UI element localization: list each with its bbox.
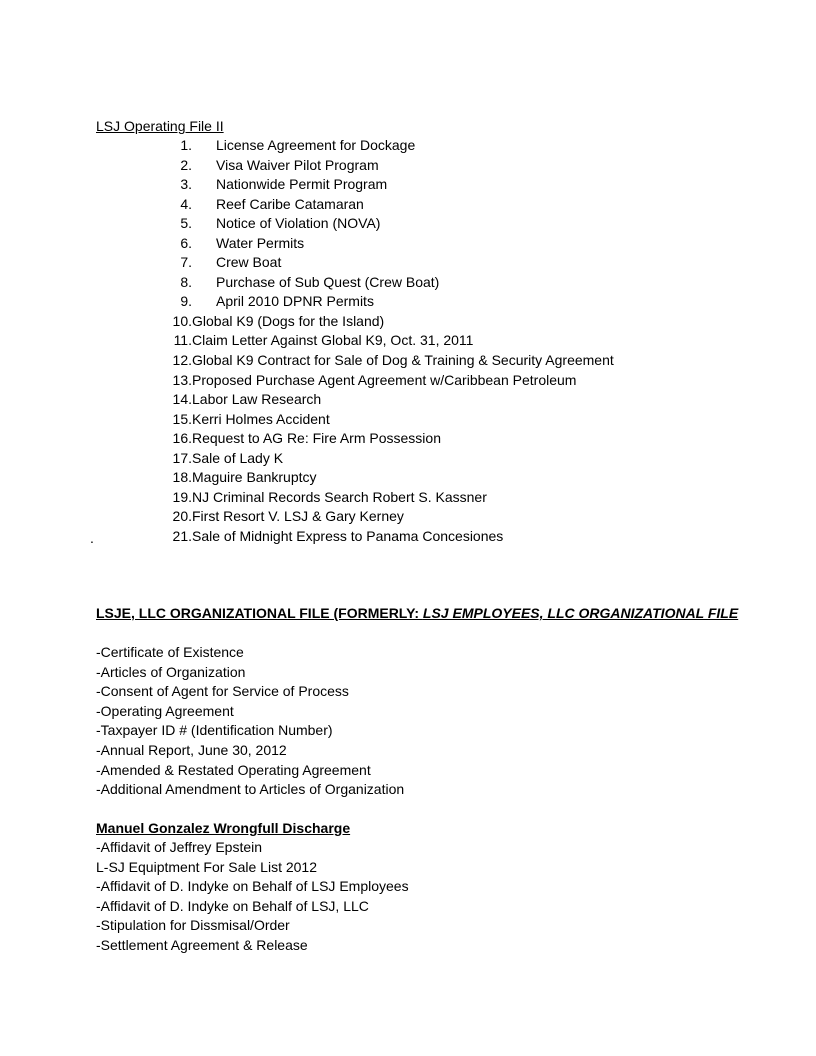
list-item: -Additional Amendment to Articles of Organization [96, 781, 405, 798]
item-text: Kerri Holmes Accident [192, 410, 330, 427]
item-text: First Resort V. LSJ & Gary Kerney [192, 508, 404, 525]
list-item: -Amended & Restated Operating Agreement [96, 761, 371, 778]
item-number: 9. [180, 293, 192, 310]
list-item [160, 292, 614, 312]
list-item: -Operating Agreement [96, 702, 234, 719]
section-title-lsje-organizational-file [96, 604, 738, 624]
item-number: 19. [172, 488, 192, 505]
list-item [160, 312, 614, 332]
item-text: Sale of Midnight Express to Panama Concesiones [192, 527, 504, 544]
item-text: Water Permits [216, 234, 305, 251]
item-number: 2. [180, 156, 192, 173]
item-number: 10. [172, 312, 192, 329]
item-text: Labor Law Research [192, 391, 322, 408]
item-number: 21. [172, 527, 192, 544]
list-item [160, 527, 614, 547]
item-number: 14. [172, 391, 192, 408]
item-number: 5. [180, 215, 192, 232]
section-title-lsj-operating-file: LSJ Operating File II [96, 118, 224, 134]
item-number: 3. [180, 176, 192, 193]
lsje-organizational-file-list [96, 643, 404, 800]
list-item [160, 488, 614, 508]
list-item [160, 234, 614, 254]
list-item [160, 331, 614, 351]
item-text: Crew Boat [216, 254, 282, 271]
lsj-operating-file-list [160, 136, 614, 546]
section-title-manuel-gonzalez: Manuel Gonzalez Wrongfull Discharge [96, 820, 351, 836]
list-item [160, 175, 614, 195]
item-text: Request to AG Re: Fire Arm Possession [192, 430, 441, 447]
list-item: -Certificate of Existence [96, 644, 244, 660]
list-item: -Annual Report, June 30, 2012 [96, 741, 287, 758]
list-item [160, 449, 614, 469]
item-text: Reef Caribe Catamaran [216, 195, 364, 212]
list-item: -Taxpayer ID # (Identification Number) [96, 722, 333, 739]
manuel-gonzalez-list [96, 838, 409, 956]
item-number: 13. [172, 371, 192, 388]
item-number: 4. [180, 195, 192, 212]
title-italic-part: LSJ EMPLOYEES, LLC ORGANIZATIONAL FILE [422, 605, 739, 621]
item-number: 15. [172, 410, 192, 427]
list-item: -Affidavit of D. Indyke on Behalf of LSJ Employees [96, 878, 409, 895]
list-item [160, 390, 614, 410]
list-item [160, 410, 614, 430]
list-item [160, 468, 614, 488]
list-item: -Affidavit of D. Indyke on Behalf of LSJ, LLC [96, 897, 369, 914]
title-plain-part: LSJE, LLC ORGANIZATIONAL FILE (FORMERLY: [96, 605, 423, 621]
list-item [160, 507, 614, 527]
list-item [160, 253, 614, 273]
item-text: Global K9 (Dogs for the Island) [192, 312, 385, 329]
list-item: L-SJ Equiptment For Sale List 2012 [96, 858, 318, 875]
item-text: Claim Letter Against Global K9, Oct. 31, 2011 [192, 332, 474, 349]
item-number: 18. [172, 469, 192, 486]
item-number: 17. [172, 449, 192, 466]
item-number: 20. [172, 508, 192, 525]
item-text: Sale of Lady K [192, 449, 284, 466]
list-item: -Consent of Agent for Service of Process [96, 683, 349, 700]
item-text: Proposed Purchase Agent Agreement w/Caribbean Petroleum [192, 371, 577, 388]
item-number: 7. [180, 254, 192, 271]
list-item [160, 214, 614, 234]
item-number: 1. [180, 137, 192, 153]
item-text: Maguire Bankruptcy [192, 469, 317, 486]
item-text: NJ Criminal Records Search Robert S. Kassner [192, 488, 487, 505]
list-item [160, 156, 614, 176]
list-item [160, 195, 614, 215]
stray-mark: . [90, 530, 94, 546]
item-text: Visa Waiver Pilot Program [216, 156, 379, 173]
list-item: -Articles of Organization [96, 663, 246, 680]
item-number: 16. [172, 430, 192, 447]
list-item: -Stipulation for Dissmisal/Order [96, 917, 290, 934]
item-number: 11. [173, 332, 192, 349]
list-item: -Settlement Agreement & Release [96, 936, 308, 953]
item-text: April 2010 DPNR Permits [216, 293, 374, 310]
list-item [160, 136, 614, 156]
list-item [160, 429, 614, 449]
item-text: Nationwide Permit Program [216, 176, 388, 193]
item-number: 6. [180, 234, 192, 251]
item-text: Notice of Violation (NOVA) [216, 215, 381, 232]
list-item [160, 371, 614, 391]
item-text: License Agreement for Dockage [216, 137, 416, 153]
list-item [160, 351, 614, 371]
list-item [160, 273, 614, 293]
item-number: 12. [172, 352, 192, 369]
list-item: -Affidavit of Jeffrey Epstein [96, 839, 263, 855]
item-number: 8. [180, 273, 192, 290]
item-text: Global K9 Contract for Sale of Dog & Training & Security Agreement [192, 352, 614, 369]
item-text: Purchase of Sub Quest (Crew Boat) [216, 273, 440, 290]
